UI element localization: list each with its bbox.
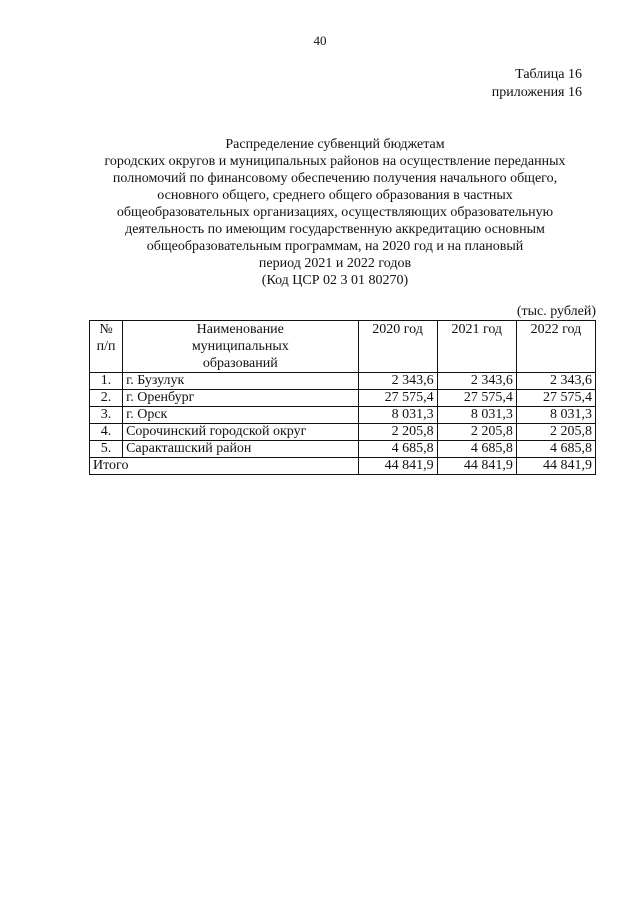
value-2021: 8 031,3 <box>437 407 516 424</box>
table-row <box>90 441 596 458</box>
value-2020: 2 205,8 <box>358 424 437 441</box>
title-line: основного общего, среднего общего образования в частных <box>157 188 513 203</box>
header-2020: 2020 год <box>358 321 437 373</box>
total-2022: 44 841,9 <box>516 458 595 475</box>
value-2020: 27 575,4 <box>358 390 437 407</box>
document-title <box>70 136 600 289</box>
value-2021: 2 343,6 <box>437 373 516 390</box>
row-number: 1. <box>90 373 123 390</box>
value-2021: 27 575,4 <box>437 390 516 407</box>
value-2021: 4 685,8 <box>437 441 516 458</box>
table-row <box>90 390 596 407</box>
page-number: 40 <box>313 33 327 48</box>
row-number: 4. <box>90 424 123 441</box>
value-2021: 2 205,8 <box>437 424 516 441</box>
total-2021: 44 841,9 <box>437 458 516 475</box>
title-line: полномочий по финансовому обеспечению получения начального общего, <box>112 171 558 186</box>
appendix-number: приложения 16 <box>491 85 582 100</box>
header-2021: 2021 год <box>437 321 516 373</box>
value-2020: 4 685,8 <box>358 441 437 458</box>
table-row <box>90 373 596 390</box>
header-2022: 2022 год <box>516 321 595 373</box>
municipality-name: г. Бузулук <box>123 373 358 390</box>
total-label: Итого <box>90 458 359 475</box>
appendix-reference <box>492 66 582 102</box>
header-number: № п/п <box>90 321 123 373</box>
row-number: 2. <box>90 390 123 407</box>
value-2022: 27 575,4 <box>516 390 595 407</box>
subvention-table <box>89 320 596 475</box>
title-line: городских округов и муниципальных районов на осуществление переданных <box>104 154 566 169</box>
municipality-name: Саракташский район <box>123 441 358 458</box>
municipality-name: г. Орск <box>123 407 358 424</box>
units-label: (тыс. рублей) <box>516 304 596 319</box>
municipality-name: Сорочинский городской округ <box>123 424 358 441</box>
title-line: общеобразовательных организациях, осуществляющих образовательную <box>116 205 554 220</box>
total-row <box>90 458 596 475</box>
title-line: деятельность по имеющим государственную аккредитацию основным <box>125 222 545 237</box>
table-row <box>90 407 596 424</box>
value-2022: 4 685,8 <box>516 441 595 458</box>
budget-code: (Код ЦСР 02 3 01 80270) <box>261 273 409 288</box>
row-number: 5. <box>90 441 123 458</box>
table-header-row <box>90 321 596 373</box>
value-2022: 8 031,3 <box>516 407 595 424</box>
total-2020: 44 841,9 <box>358 458 437 475</box>
value-2020: 2 343,6 <box>358 373 437 390</box>
table-number: Таблица 16 <box>515 67 582 82</box>
header-name: Наименование муниципальных образований <box>123 321 358 373</box>
value-2020: 8 031,3 <box>358 407 437 424</box>
title-line: общеобразовательным программам, на 2020 год и на плановый <box>146 239 524 254</box>
row-number: 3. <box>90 407 123 424</box>
table-row <box>90 424 596 441</box>
municipality-name: г. Оренбург <box>123 390 358 407</box>
title-line: период 2021 и 2022 годов <box>258 256 412 271</box>
value-2022: 2 205,8 <box>516 424 595 441</box>
value-2022: 2 343,6 <box>516 373 595 390</box>
title-line: Распределение субвенций бюджетам <box>225 137 445 152</box>
